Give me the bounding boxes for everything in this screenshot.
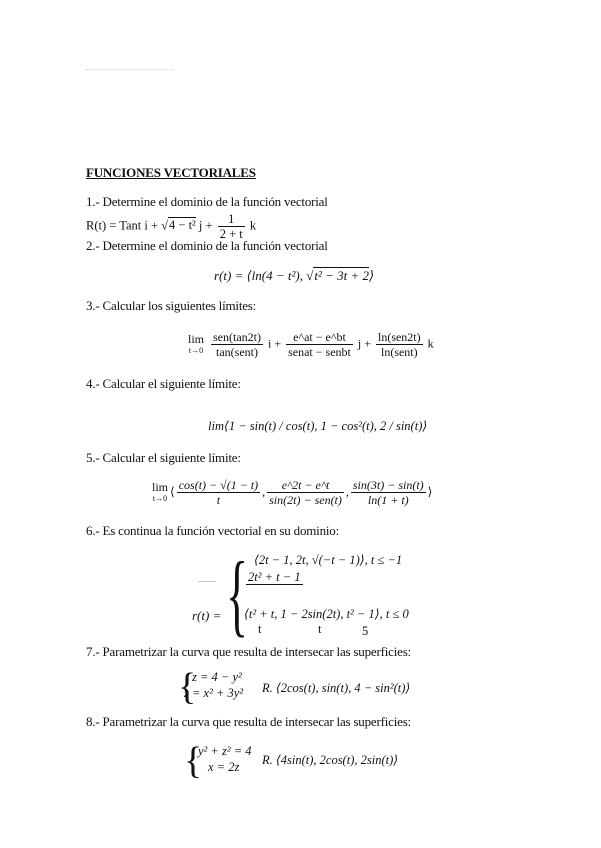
formula-1-j: j + — [198, 218, 213, 233]
formula-3-num-1: sen(tan2t) — [213, 330, 261, 344]
formula-5-frac-2 — [267, 478, 344, 507]
formula-6-case-3-den-1: t — [258, 622, 262, 636]
formula-7-line-2: z = x² + 3y² — [184, 686, 244, 700]
formula-6-case-3-den-3: 5 — [362, 624, 369, 638]
formula-3-frac-1 — [211, 330, 263, 359]
formula-3-lim-word: lim — [188, 331, 205, 346]
formula-1-k: k — [249, 218, 257, 233]
question-1: 1.- Determine el dominio de la función vectorial — [86, 194, 328, 209]
faint-dash-mark: —— — [198, 576, 216, 586]
question-2: 2.- Determine el dominio de la función vectorial — [86, 238, 328, 253]
formula-5-num-3: sin(3t) − sin(t) — [352, 478, 424, 492]
formula-6-lhs: r(t) = — [192, 608, 222, 623]
formula-7-line-1: z = 4 − y² — [192, 670, 242, 684]
formula-1-fraction — [218, 212, 245, 241]
formula-3-j: j + — [357, 336, 371, 351]
formula-5-frac-1 — [177, 478, 260, 507]
formula-3-i: i + — [268, 336, 282, 351]
formula-5-den-1: t — [216, 493, 221, 507]
question-5: 5.- Calcular el siguiente límite: — [86, 450, 241, 465]
formula-8-brace: { — [184, 740, 203, 782]
formula-6-case-2-frac — [246, 570, 303, 599]
formula-3-den-1: tan(sent) — [216, 345, 258, 359]
formula-3 — [188, 330, 434, 359]
question-4: 4.- Calcular el siguiente límite: — [86, 376, 241, 391]
formula-3-frac-3 — [376, 330, 423, 359]
formula-5-lim-word: lim — [152, 479, 169, 494]
formula-3-num-3: ln(sen2t) — [377, 330, 421, 344]
formula-5-den-2: sin(2t) − sen(t) — [269, 493, 342, 507]
formula-5-den-3: ln(1 + t) — [367, 493, 409, 507]
formula-1: R(t) = Tant i + √4 − t² j + $\frac{1}{2 + t}$ k — [86, 212, 257, 241]
formula-6-case-1: ⟨2t − 1, 2t, √(−t − 1)⟩, t ≤ −1 — [254, 553, 403, 567]
formula-2-end: ⟩ — [369, 268, 375, 283]
formula-5-frac-3 — [351, 478, 426, 507]
formula-3-k: k — [427, 336, 434, 351]
formula-8-answer: R. ⟨4sin(t), 2cos(t), 2sin(t)⟩ — [262, 753, 399, 767]
formula-7-answer: R. ⟨2cos(t), sin(t), 4 − sin²(t)⟩ — [262, 681, 411, 695]
formula-3-den-2: senat − senbt — [288, 345, 351, 359]
formula-6-case-2 — [246, 570, 303, 599]
question-3: 3.- Calcular los siguientes límites: — [86, 298, 257, 313]
formula-8-line-2: x = 2z — [208, 760, 240, 774]
formula-6-case-3-den-2: t — [318, 622, 322, 636]
formula-3-den-3: ln(sent) — [380, 345, 418, 359]
formula-5-num-1: cos(t) − √(1 − t) — [178, 478, 259, 492]
formula-7-brace: { — [178, 666, 197, 708]
formula-3-num-2: e^at − e^bt — [286, 330, 353, 345]
formula-8-line-1: y² + z² = 4 — [198, 744, 252, 758]
formula-1-num: 1 — [218, 212, 245, 227]
formula-5-num-2: e^2t − e^t — [267, 478, 344, 493]
question-7: 7.- Parametrizar la curva que resulta de intersecar las superficies: — [86, 644, 411, 659]
formula-2: r(t) = ⟨ln(4 − t²), √t² − 3t + 2⟩ — [214, 268, 375, 283]
formula-3-lim-sub: t→0 — [188, 345, 204, 355]
formula-1-sqrt: 4 − t² — [169, 218, 196, 233]
formula-6-case-3: ⟨t² + t, 1 − 2sin(2t), t² − 1⟩, t ≤ 0 — [244, 607, 409, 621]
formula-5-lim-sub: t→0 — [152, 493, 168, 503]
formula-4: lim⟨1 − sin(t) / cos(t), 1 − cos²(t), 2 / sin(t)⟩ — [208, 419, 428, 433]
formula-3-frac-2 — [286, 330, 353, 359]
formula-6-brace: { — [226, 543, 249, 645]
question-6: 6.- Es continua la función vectorial en su dominio: — [86, 523, 339, 538]
formula-6-case-2-num: 2t² + t − 1 — [248, 570, 301, 584]
formula-1-lhs: R(t) = Tant i + — [86, 218, 159, 233]
formula-3-lim — [188, 333, 204, 357]
formula-2-sqrt: t² − 3t + 2 — [314, 268, 370, 283]
formula-2-main: r(t) = ⟨ln(4 − t²), — [214, 268, 307, 283]
faint-header-line — [86, 69, 174, 70]
page-title: FUNCIONES VECTORIALES — [86, 165, 256, 180]
formula-5-lim — [152, 481, 168, 505]
formula-5: lim t→0 ⟨ $\frac{\cos(t) - √(1 - t)}{t}$ , $\frac{e\^{}2t - e\^{}t}{\text{sin(2t) − sen(t)}}$ , $\frac{\sin(3t) - \sin(t)}{\ln(1 + t)}$ ⟩ — [152, 478, 433, 507]
formula-1-den: 2 + t — [219, 227, 243, 241]
question-8: 8.- Parametrizar la curva que resulta de intersecar las superficies: — [86, 714, 411, 729]
